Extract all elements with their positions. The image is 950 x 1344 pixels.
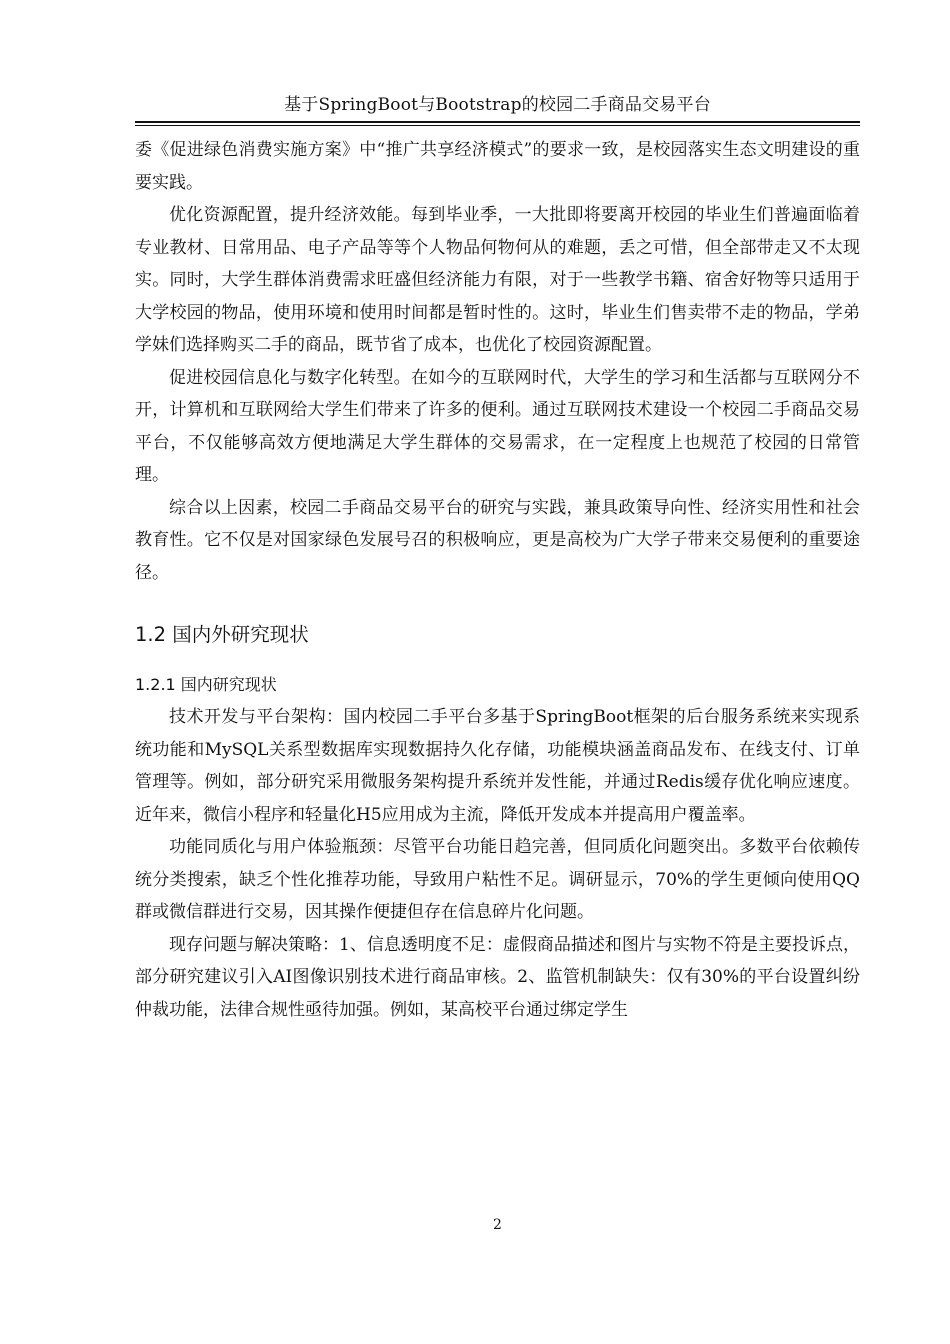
section-heading: 1.2 国内外研究现状 <box>135 623 309 646</box>
body-paragraph: 优化资源配置，提升经济效能。每到毕业季，一大批即将要离开校园的毕业生们普遍面临着专业教材、日常用品、电子产品等等个人物品何物何从的难题，丢之可惜，但全部带走又不太现实。同时，大学生群体消费需求旺盛但经济能力有限，对于一些教学书籍、宿舍好物等只适用于大学校园的物品，使用环境和使用时间都是暂时性的。这时，毕业生们售卖带不走的物品，学弟学妹们选择购买二手的商品，既节省了成本，也优化了校园资源配置。 <box>135 205 860 355</box>
body-paragraph: 技术开发与平台架构：国内校园二手平台多基于SpringBoot框架的后台服务系统来实现系统功能和MySQL关系型数据库实现数据持久化存储，功能模块涵盖商品发布、在线支付、订单管理等。例如，部分研究采用微服务架构提升系统并发性能，并通过Redis缓存优化响应速度。近年来，微信小程序和轻量化H5应用成为主流，降低开发成本并提高用户覆盖率。 <box>135 707 860 825</box>
page-body <box>135 134 860 1026</box>
subsection-heading: 1.2.1 国内研究现状 <box>135 675 277 694</box>
header-rule-thin <box>135 125 860 126</box>
running-header: 基于SpringBoot与Bootstrap的校园二手商品交易平台 <box>284 95 711 115</box>
body-paragraph: 促进校园信息化与数字化转型。在如今的互联网时代，大学生的学习和生活都与互联网分不开，计算机和互联网给大学生们带来了许多的便利。通过互联网技术建设一个校园二手商品交易平台，不仅能够高效方便地满足大学生群体的交易需求，在一定程度上也规范了校园的日常管理。 <box>135 367 860 485</box>
header-rule-thick <box>135 121 860 123</box>
body-paragraph: 现存问题与解决策略：1、信息透明度不足：虚假商品描述和图片与实物不符是主要投诉点，部分研究建议引入AI图像识别技术进行商品审核。2、监管机制缺失：仅有30%的平台设置纠纷仲裁功能，法律合规性亟待加强。例如，某高校平台通过绑定学生 <box>135 934 860 1020</box>
body-paragraph: 综合以上因素，校园二手商品交易平台的研究与实践，兼具政策导向性、经济实用性和社会教育性。它不仅是对国家绿色发展号召的积极响应，更是高校为广大学子带来交易便利的重要途径。 <box>135 497 860 583</box>
body-paragraph: 委《促进绿色消费实施方案》中“推广共享经济模式”的要求一致，是校园落实生态文明建设的重要实践。 <box>135 140 860 193</box>
page-number: 2 <box>493 1217 502 1233</box>
body-paragraph: 功能同质化与用户体验瓶颈：尽管平台功能日趋完善，但同质化问题突出。多数平台依赖传统分类搜索，缺乏个性化推荐功能，导致用户粘性不足。调研显示，70%的学生更倾向使用QQ群或微信群进行交易，因其操作便捷但存在信息碎片化问题。 <box>135 837 860 922</box>
